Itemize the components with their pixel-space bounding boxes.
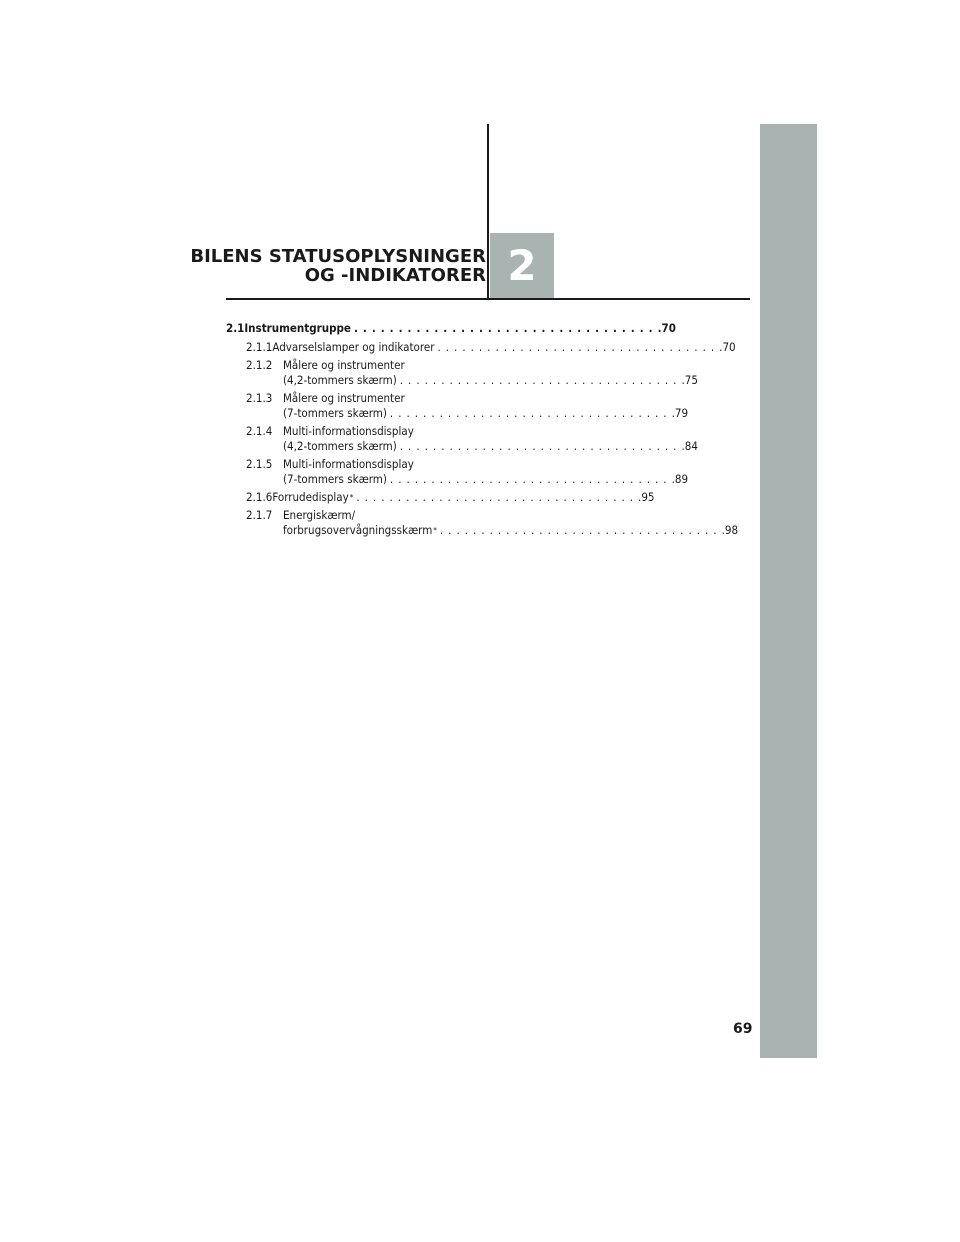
toc-entry-title: Advarselslamper og indikatorer xyxy=(272,340,435,354)
toc-entry-2-1-7[interactable] xyxy=(226,508,739,538)
toc-entry-page: .79 xyxy=(671,406,689,420)
toc-entry-2-1[interactable] xyxy=(226,321,676,336)
chapter-number-box xyxy=(490,233,554,298)
chapter-number: 2 xyxy=(507,241,537,290)
vertical-rule xyxy=(487,124,489,300)
toc-entry-2-1-6[interactable] xyxy=(226,490,655,505)
toc-leader-dots: .................................. xyxy=(353,321,658,335)
toc-entry-number: 2.1.3 xyxy=(246,391,273,405)
side-thumb-tab xyxy=(760,124,817,1058)
toc-entry-title: Målere og instrumenter xyxy=(283,391,405,405)
toc-leader-dots: .................................. xyxy=(439,523,722,537)
toc-entry-page: .98 xyxy=(721,523,739,537)
toc-entry-number: 2.1.1 xyxy=(246,340,273,354)
toc-entry-title-cont: (7-tommers skærm) xyxy=(283,406,387,420)
toc-entry-2-1-5[interactable] xyxy=(226,457,689,487)
toc-entry-number: 2.1.7 xyxy=(246,508,273,522)
toc-entry-2-1-2[interactable] xyxy=(226,358,698,388)
toc-leader-dots: .................................. xyxy=(389,472,672,486)
page-number: 69 xyxy=(733,1021,753,1037)
toc-entry-title: Energiskærm/ xyxy=(283,508,356,522)
toc-leader-dots: .................................. xyxy=(356,490,639,504)
toc-entry-2-1-1[interactable] xyxy=(226,340,736,355)
toc-entry-page: .70 xyxy=(657,321,676,335)
toc-entry-title xyxy=(272,490,353,505)
toc-leader-dots: .................................. xyxy=(399,373,682,387)
toc-entry-page: .89 xyxy=(671,472,689,486)
toc-entry-title-text: Forrudedisplay xyxy=(272,490,349,504)
chapter-title-line1: BILENS STATUSOPLYSNINGER xyxy=(190,246,486,267)
toc-entry-number: 2.1 xyxy=(226,321,245,335)
asterisk-mark: * xyxy=(349,493,354,502)
toc-leader-dots: .................................. xyxy=(437,340,720,354)
toc-leader-dots: .................................. xyxy=(389,406,672,420)
toc-entry-page: .70 xyxy=(719,340,736,354)
toc-entry-page: .84 xyxy=(681,439,698,453)
toc-entry-2-1-4[interactable] xyxy=(226,424,698,454)
toc-entry-title: Målere og instrumenter xyxy=(283,358,405,372)
toc-entry-2-1-3[interactable] xyxy=(226,391,689,421)
toc-entry-title-cont: (4,2-tommers skærm) xyxy=(283,373,397,387)
asterisk-mark: * xyxy=(433,526,437,535)
toc-entry-page: .95 xyxy=(638,490,655,504)
chapter-title-line2: OG -INDIKATORER xyxy=(304,265,486,286)
toc-entry-title: Instrumentgruppe xyxy=(244,321,351,335)
toc-entry-title-cont xyxy=(283,523,437,538)
toc-entry-number: 2.1.5 xyxy=(246,457,273,471)
toc-entry-title-text: forbrugsovervågningsskærm xyxy=(283,523,433,537)
toc-entry-title-cont: (7-tommers skærm) xyxy=(283,472,387,486)
toc-entry-number: 2.1.2 xyxy=(246,358,273,372)
chapter-title xyxy=(190,247,486,285)
table-of-contents xyxy=(226,321,739,541)
toc-entry-title: Multi-informationsdisplay xyxy=(283,457,414,471)
toc-entry-title: Multi-informationsdisplay xyxy=(283,424,414,438)
header-rule xyxy=(226,298,750,300)
toc-entry-title-cont: (4,2-tommers skærm) xyxy=(283,439,397,453)
toc-entry-number: 2.1.6 xyxy=(246,490,273,504)
toc-entry-number: 2.1.4 xyxy=(246,424,273,438)
toc-leader-dots: .................................. xyxy=(399,439,682,453)
toc-entry-page: .75 xyxy=(681,373,698,387)
